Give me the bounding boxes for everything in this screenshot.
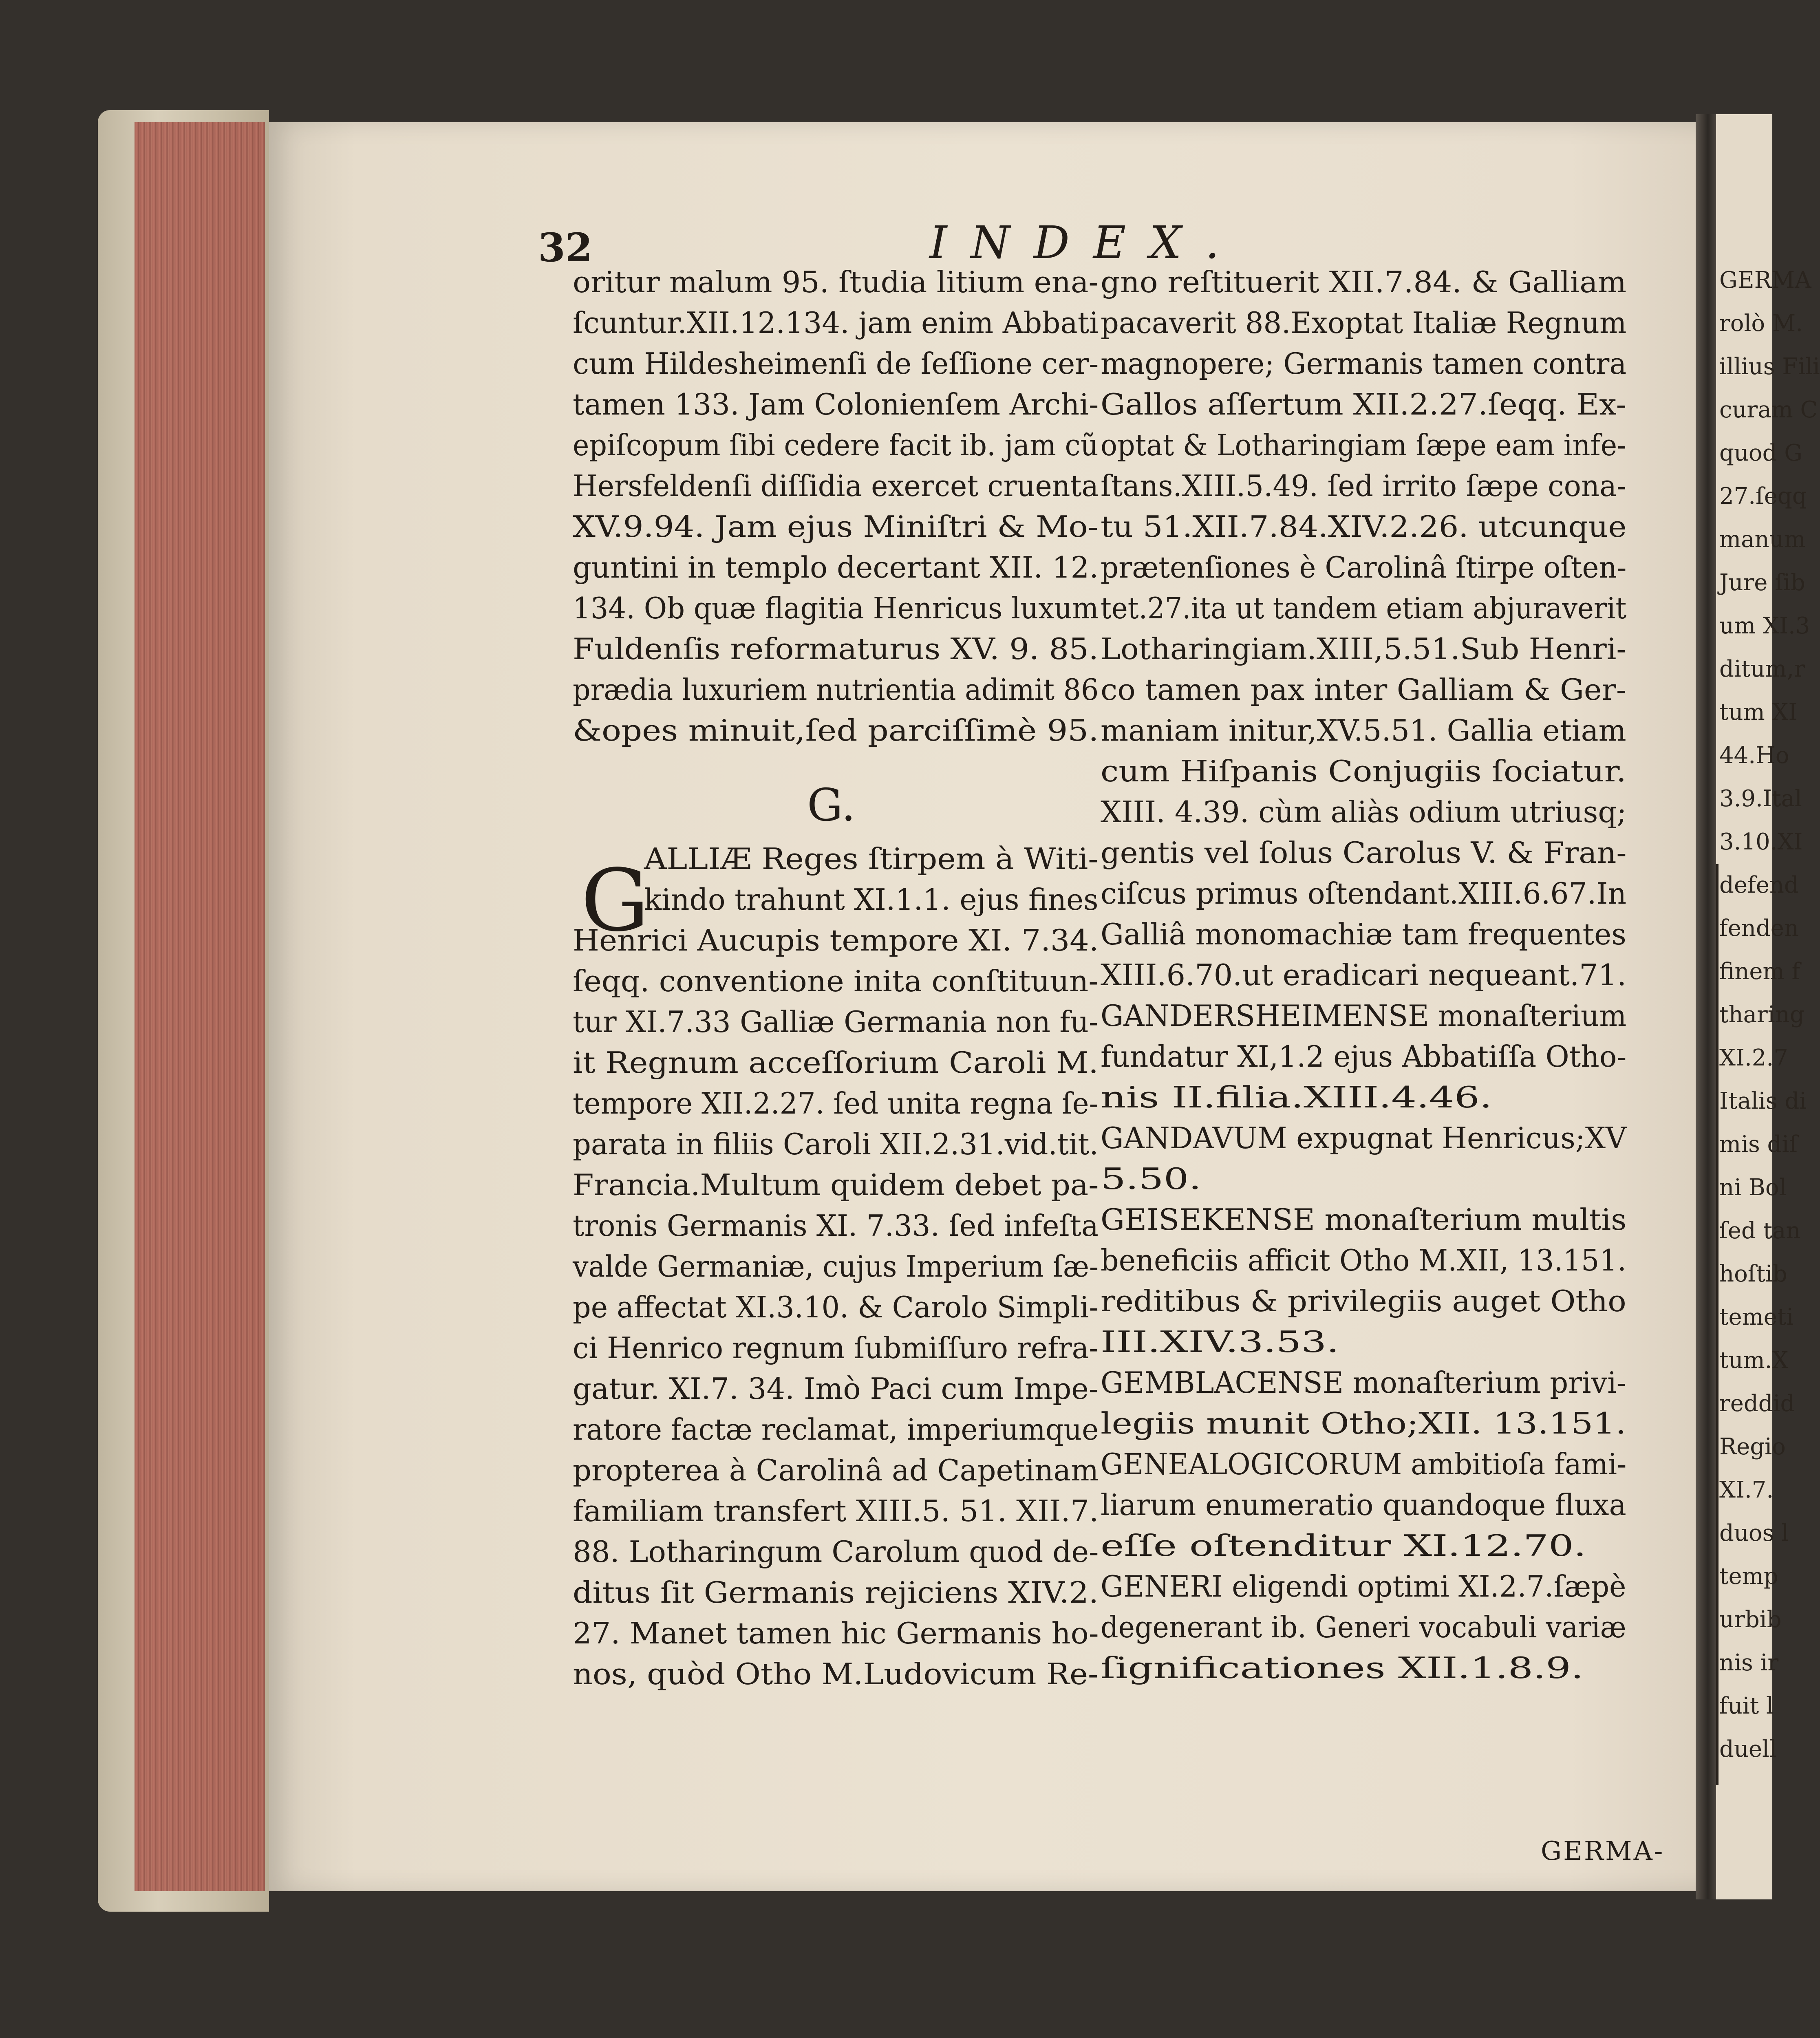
text-line: nos, quòd Otho M.Ludovicum Re- <box>573 1657 1099 1691</box>
facing-page-text-fragment: urbib <box>1719 1606 1782 1633</box>
text-line: tur XI.7.33 Galliæ Germania non fu- <box>573 1005 1099 1039</box>
text-line: tu 51.XII.7.84.XIV.2.26. utcunque <box>1101 510 1627 544</box>
facing-page-edge <box>1716 114 1820 1899</box>
text-line: 5.50. <box>1101 1162 1202 1196</box>
facing-page-text-fragment: quod G <box>1719 440 1803 466</box>
facing-page-text-fragment: ſed tan <box>1719 1218 1801 1244</box>
text-line: GEISEKENSE monaſterium multis <box>1101 1202 1627 1237</box>
running-head: INDEX. <box>929 216 1243 269</box>
section-letter: G. <box>807 779 856 831</box>
text-line: tempore XII.2.27. ſed unita regna ſe- <box>573 1086 1099 1120</box>
text-line: ALLIÆ Reges ſtirpem à Witi- <box>644 842 1099 876</box>
text-line: nis II.filia.XIII.4.46. <box>1101 1080 1492 1114</box>
facing-page-text-fragment: mis diſ <box>1719 1131 1798 1158</box>
facing-page-text-fragment: temeti <box>1719 1304 1794 1330</box>
page-number: 32 <box>538 225 593 271</box>
text-line: ciſcus primus oſtendant.XIII.6.67.In <box>1101 876 1627 911</box>
facing-page-text-fragment: manum <box>1719 526 1806 553</box>
text-line: XV.9.94. Jam ejus Miniſtri & Mo- <box>573 510 1099 544</box>
text-line: prætenſiones è Carolinâ ſtirpe oſten- <box>1101 550 1627 584</box>
text-line: eſſe oſtenditur XI.12.70. <box>1101 1528 1586 1563</box>
text-line: GEMBLACENSE monaſterium privi- <box>1101 1365 1626 1400</box>
facing-page-text-fragment: defend <box>1719 872 1799 898</box>
drop-cap: G <box>581 851 649 951</box>
page-edges <box>135 122 265 1891</box>
text-line: cum Hiſpanis Conjugiis ſociatur. <box>1101 754 1627 788</box>
facing-page-rule <box>1716 864 1719 1785</box>
facing-page-text-fragment: temp <box>1719 1563 1778 1590</box>
text-line: it Regnum acceſſorium Caroli M. <box>573 1045 1099 1080</box>
text-line: guntini in templo decertant XII. 12. <box>573 550 1099 584</box>
text-line: oritur malum 95. ſtudia litium ena- <box>573 265 1099 299</box>
text-line: maniam initur,XV.5.51. Gallia etiam <box>1101 713 1626 748</box>
facing-page-text-fragment: fuit l <box>1719 1693 1774 1719</box>
text-line: Henrici Aucupis tempore XI. 7.34. <box>573 923 1099 957</box>
text-line: gatur. XI.7. 34. Imò Paci cum Impe- <box>573 1372 1099 1406</box>
facing-page-text-fragment: GERMA <box>1719 267 1811 293</box>
facing-page-text-fragment: hoſtib <box>1719 1261 1787 1287</box>
text-line: III.XIV.3.53. <box>1101 1325 1339 1359</box>
facing-page-text-fragment: duell <box>1719 1736 1777 1762</box>
text-line: Fuldenſis reformaturus XV. 9. 85. <box>573 632 1099 666</box>
text-line: kindo trahunt XI.1.1. ejus fines <box>644 882 1099 917</box>
facing-page-text-fragment: 44.Ho <box>1719 742 1789 769</box>
text-line: propterea à Carolinâ ad Capetinam <box>573 1453 1099 1487</box>
text-line: 88. Lotharingum Carolum quod de- <box>573 1535 1099 1569</box>
facing-page-text-fragment: 3.9.Ital <box>1719 785 1802 812</box>
text-line: GANDERSHEIMENSE monaſterium <box>1101 999 1627 1033</box>
text-line: 27. Manet tamen hic Germanis ho- <box>573 1616 1099 1650</box>
facing-page-text-fragment: Regio <box>1719 1434 1786 1460</box>
text-line: gentis vel ſolus Carolus V. & Fran- <box>1101 836 1627 870</box>
text-line: Francia.Multum quidem debet pa- <box>573 1168 1099 1202</box>
facing-page-text-fragment: ditum,r <box>1719 656 1805 682</box>
text-line: tronis Germanis XI. 7.33. ſed infeſta <box>573 1209 1099 1243</box>
text-line: &opes minuit,ſed parciſſimè 95. <box>573 713 1099 748</box>
text-line: co tamen pax inter Galliam & Ger- <box>1101 673 1626 707</box>
text-line: GENEALOGICORUM ambitioſa fami- <box>1101 1447 1627 1481</box>
text-line: fundatur XI,1.2 ejus Abbatiſſa Otho- <box>1101 1039 1627 1074</box>
facing-page-text-fragment: illius Fili <box>1719 353 1820 380</box>
text-line: ci Henrico regnum ſubmiſſuro refra- <box>573 1331 1099 1365</box>
text-line: ſeqq. conventione inita conſtituun- <box>573 964 1099 998</box>
text-line: ſcuntur.XII.12.134. jam enim Abbati <box>573 306 1099 340</box>
text-line: valde Germaniæ, cujus Imperium ſæ- <box>573 1249 1099 1284</box>
facing-page-text-fragment: ni Bol <box>1719 1174 1787 1201</box>
text-line: Hersfeldenſi diſſidia exercet cruenta <box>573 469 1099 503</box>
text-line: Gallos aſſertum XII.2.27.ſeqq. Ex- <box>1101 387 1627 421</box>
text-line: pe affectat XI.3.10. & Carolo Simpli- <box>573 1290 1099 1324</box>
text-line: XIII. 4.39. cùm aliàs odium utriusq; <box>1101 795 1627 829</box>
text-line: prædia luxuriem nutrientia adimit 86 <box>573 673 1099 707</box>
facing-page-text-fragment: tum XI <box>1719 699 1798 726</box>
text-line: legiis munit Otho;XII. 13.151. <box>1101 1406 1627 1440</box>
text-line: magnopere; Germanis tamen contra <box>1101 346 1627 381</box>
text-line: familiam transfert XIII.5. 51. XII.7. <box>573 1494 1099 1528</box>
text-line: beneficiis afficit Otho M.XII, 13.151. <box>1101 1243 1627 1277</box>
facing-page-text-fragment: XI.7. <box>1719 1477 1774 1503</box>
text-line: degenerant ib. Generi vocabuli variæ <box>1101 1610 1626 1644</box>
facing-page-text-fragment: finem f <box>1719 958 1800 985</box>
facing-page-text-fragment: tharing <box>1719 1001 1805 1028</box>
facing-page-text-fragment: duos l <box>1719 1520 1789 1546</box>
text-line: parata in filiis Caroli XII.2.31.vid.tit. <box>573 1127 1099 1161</box>
facing-page-text-fragment: reddid <box>1719 1390 1795 1417</box>
text-line: pacaverit 88.Exoptat Italiæ Regnum <box>1101 306 1627 340</box>
catchword: GERMA- <box>1541 1836 1665 1866</box>
text-line: gno reſtituerit XII.7.84. & Galliam <box>1101 265 1627 299</box>
facing-page-text-fragment: fenden <box>1719 915 1799 942</box>
facing-page-text-fragment: tum.X <box>1719 1347 1789 1374</box>
facing-page-text-fragment: 27.ſeqq <box>1719 483 1807 510</box>
text-line: GANDAVUM expugnat Henricus;XV <box>1101 1121 1627 1155</box>
facing-page-text-fragment: rolò M. <box>1719 310 1803 337</box>
facing-page-text-fragment: Italis di <box>1719 1088 1807 1114</box>
text-line: GENERI eligendi optimi XI.2.7.ſæpè <box>1101 1569 1626 1603</box>
text-line: cum Hildesheimenſi de ſeſſione cer- <box>573 346 1099 381</box>
facing-page-text-fragment: 3.10.XI <box>1719 829 1803 855</box>
text-line: 134. Ob quæ flagitia Henricus luxum <box>573 591 1099 625</box>
text-line: epiſcopum ſibi cedere facit ib. jam cũ <box>573 428 1099 462</box>
facing-page-text-fragment: um XI.3 <box>1719 613 1810 639</box>
text-line: XIII.6.70.ut eradicari nequeant.71. <box>1101 958 1627 992</box>
text-line: ſtans.XIII.5.49. ſed irrito ſæpe cona- <box>1101 469 1626 503</box>
facing-page-text-fragment: nis ir <box>1719 1650 1779 1676</box>
text-line: tet.27.ita ut tandem etiam abjuraverit <box>1101 591 1627 625</box>
text-line: Lotharingiam.XIII,5.51.Sub Henri- <box>1101 632 1627 666</box>
facing-page-text-fragment: curam C <box>1719 397 1818 423</box>
text-line: ratore factæ reclamat, imperiumque <box>573 1412 1099 1447</box>
text-line: ditus ſit Germanis rejiciens XIV.2. <box>573 1575 1099 1610</box>
text-line: tamen 133. Jam Colonienſem Archi- <box>573 387 1099 421</box>
text-line: Galliâ monomachiæ tam frequentes <box>1101 917 1626 951</box>
text-line: ſignificationes XII.1.8.9. <box>1101 1651 1584 1685</box>
facing-page-text-fragment: Jure ſib <box>1719 569 1805 596</box>
text-line: liarum enumeratio quandoque fluxa <box>1101 1488 1626 1522</box>
facing-page-text-fragment: XI.2.7 <box>1719 1045 1788 1071</box>
text-line: reditibus & privilegiis auget Otho <box>1101 1284 1626 1318</box>
text-line: optat & Lotharingiam ſæpe eam infe- <box>1101 428 1627 462</box>
